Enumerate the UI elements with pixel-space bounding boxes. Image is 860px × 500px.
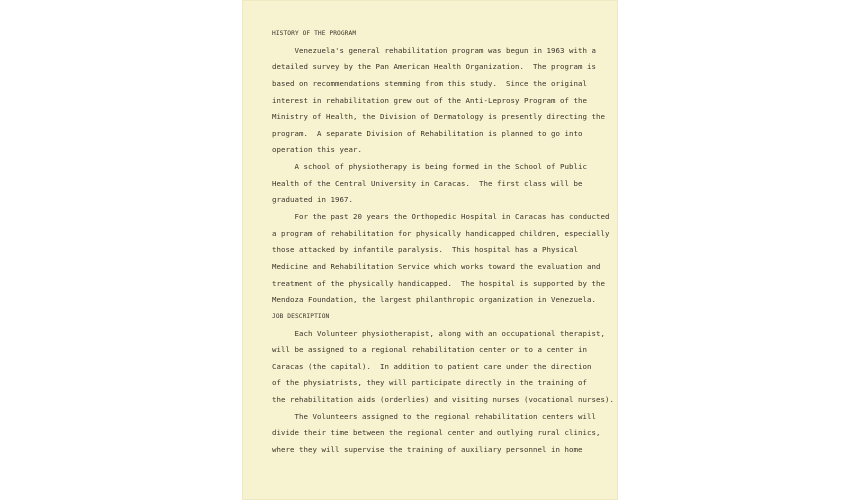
text-line: Venezuela's general rehabilitation program was begun in 1963 with a	[272, 45, 596, 55]
text-line: Medicine and Rehabilitation Service which works toward the evaluation and	[272, 261, 601, 271]
text-line: graduated in 1967.	[272, 195, 353, 205]
text-line: interest in rehabilitation grew out of the Anti-Leprosy Program of the	[272, 95, 587, 105]
text-line: The Volunteers assigned to the regional rehabilitation centers will	[272, 411, 596, 421]
paragraph-job-2	[272, 409, 602, 459]
text-line: Ministry of Health, the Division of Dermatology is presently directing the	[272, 112, 605, 122]
text-line: Each Volunteer physiotherapist, along with an occupational therapist,	[272, 328, 605, 338]
paragraph-job-1	[272, 326, 614, 409]
text-line: treatment of the physically handicapped. The hospital is supported by the	[272, 278, 605, 288]
text-line: operation this year.	[272, 145, 362, 155]
text-line: based on recommendations stemming from this study. Since the original	[272, 78, 587, 88]
text-line: Caracas (the capital). In addition to patient care under the direction	[272, 361, 592, 371]
paragraph-history-3	[272, 209, 610, 309]
paragraph-history-1	[272, 43, 605, 159]
text-line: A school of physiotherapy is being formed in the School of Public	[272, 162, 587, 172]
text-line: will be assigned to a regional rehabilitation center or to a center in	[272, 345, 587, 355]
text-line: program. A separate Division of Rehabilitation is planned to go into	[272, 128, 583, 138]
text-line: Health of the Central University in Caracas. The first class will be	[272, 178, 583, 188]
text-line: of the physiatrists, they will participate directly in the training of	[272, 378, 587, 388]
paragraph-history-2	[272, 159, 602, 209]
text-line: divide their time between the regional center and outlying rural clinics,	[272, 428, 601, 438]
document-body	[272, 26, 614, 459]
text-line: a program of rehabilitation for physically handicapped children, especially	[272, 228, 610, 238]
text-line: those attacked by infantile paralysis. This hospital has a Physical	[272, 245, 578, 255]
text-line: Mendoza Foundation, the largest philanthropic organization in Venezuela.	[272, 295, 596, 305]
text-line: detailed survey by the Pan American Health Organization. The program is	[272, 62, 596, 72]
text-line: the rehabilitation aids (orderlies) and visiting nurses (vocational nurses).	[272, 395, 614, 405]
text-line: where they will supervise the training of auxiliary personnel in home	[272, 445, 583, 455]
document-page	[242, 0, 618, 500]
text-line: For the past 20 years the Orthopedic Hospital in Caracas has conducted	[272, 212, 610, 222]
section-heading-history: HISTORY OF THE PROGRAM	[272, 30, 357, 37]
section-heading-job: JOB DESCRIPTION	[272, 312, 330, 320]
